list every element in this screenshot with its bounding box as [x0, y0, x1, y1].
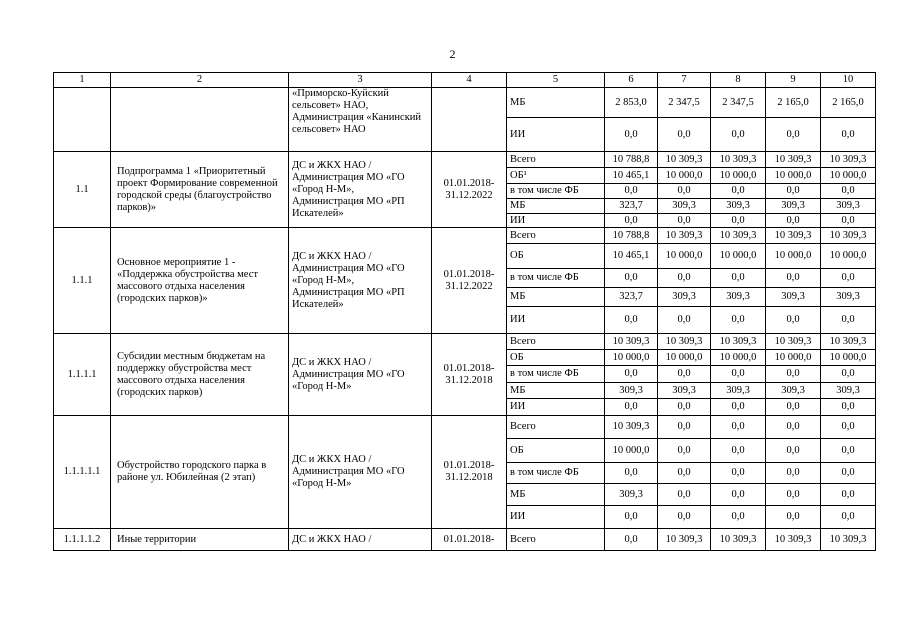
value-cell: 10 309,3	[766, 152, 821, 168]
table-row	[54, 152, 876, 168]
value-cell: 10 000,0	[821, 350, 876, 366]
value-cell: 309,3	[711, 383, 766, 399]
value-cell: 2 165,0	[766, 88, 821, 118]
header-cell: 7	[658, 73, 711, 88]
value-cell: 0,0	[605, 269, 658, 288]
source-label: ИИ	[507, 506, 605, 529]
code-cell	[54, 88, 111, 152]
value-cell: 10 309,3	[821, 334, 876, 350]
page-number: 2	[449, 47, 456, 61]
value-cell: 0,0	[821, 184, 876, 199]
value-cell: 2 347,5	[658, 88, 711, 118]
budget-table	[53, 72, 876, 551]
period-cell: 01.01.2018-31.12.2022	[432, 228, 507, 334]
code-cell: 1.1.1.1.1	[54, 416, 111, 529]
value-cell: 10 000,0	[711, 244, 766, 269]
executor-cell: «Приморско-Куйский сельсовет» НАО, Администрация «Канинский сельсовет» НАО	[289, 88, 432, 152]
value-cell: 10 309,3	[658, 152, 711, 168]
value-cell: 0,0	[658, 269, 711, 288]
header-cell: 5	[507, 73, 605, 88]
value-cell: 0,0	[605, 118, 658, 152]
value-cell: 10 465,1	[605, 244, 658, 269]
value-cell: 309,3	[658, 199, 711, 214]
value-cell: 0,0	[605, 214, 658, 228]
value-cell: 309,3	[821, 383, 876, 399]
value-cell: 10 465,1	[605, 168, 658, 184]
header-cell: 8	[711, 73, 766, 88]
value-cell: 10 309,3	[658, 529, 711, 551]
source-label: в том числе ФБ	[507, 463, 605, 484]
value-cell: 0,0	[711, 484, 766, 506]
value-cell: 10 788,8	[605, 228, 658, 244]
executor-cell: ДС и ЖКХ НАО /	[289, 529, 432, 551]
value-cell: 0,0	[821, 366, 876, 383]
value-cell: 2 165,0	[821, 88, 876, 118]
code-cell: 1.1	[54, 152, 111, 228]
value-cell: 0,0	[605, 399, 658, 416]
executor-cell: ДС и ЖКХ НАО / Администрация МО «ГО «Город Н-М»	[289, 334, 432, 416]
header-cell: 2	[111, 73, 289, 88]
value-cell: 0,0	[605, 184, 658, 199]
executor-cell: ДС и ЖКХ НАО / Администрация МО «ГО «Город Н-М», Администрация МО «РП Искателей»	[289, 228, 432, 334]
value-cell: 323,7	[605, 199, 658, 214]
header-cell: 6	[605, 73, 658, 88]
value-cell: 0,0	[766, 463, 821, 484]
value-cell: 10 000,0	[711, 168, 766, 184]
value-cell: 0,0	[605, 307, 658, 334]
value-cell: 0,0	[766, 366, 821, 383]
value-cell: 309,3	[766, 288, 821, 307]
executor-cell: ДС и ЖКХ НАО / Администрация МО «ГО «Город Н-М», Администрация МО «РП Искателей»	[289, 152, 432, 228]
value-cell: 2 347,5	[711, 88, 766, 118]
value-cell: 0,0	[711, 416, 766, 439]
value-cell: 0,0	[766, 399, 821, 416]
value-cell: 323,7	[605, 288, 658, 307]
value-cell: 10 000,0	[766, 168, 821, 184]
source-label: ОБ	[507, 244, 605, 269]
name-cell: Иные территории	[111, 529, 289, 551]
value-cell: 10 309,3	[766, 228, 821, 244]
value-cell: 0,0	[711, 214, 766, 228]
value-cell: 0,0	[711, 506, 766, 529]
value-cell: 10 309,3	[711, 529, 766, 551]
value-cell: 309,3	[766, 199, 821, 214]
value-cell: 0,0	[711, 439, 766, 463]
value-cell: 10 788,8	[605, 152, 658, 168]
name-cell: Основное мероприятие 1 - «Поддержка обустройства мест массового отдыха населения (городских парков)»	[111, 228, 289, 334]
value-cell: 0,0	[766, 307, 821, 334]
period-cell	[432, 88, 507, 152]
value-cell: 0,0	[658, 118, 711, 152]
code-cell: 1.1.1	[54, 228, 111, 334]
value-cell: 0,0	[766, 214, 821, 228]
source-label: МБ	[507, 199, 605, 214]
value-cell: 10 000,0	[711, 350, 766, 366]
value-cell: 0,0	[711, 118, 766, 152]
value-cell: 10 309,3	[821, 152, 876, 168]
value-cell: 0,0	[658, 484, 711, 506]
value-cell: 0,0	[766, 269, 821, 288]
source-label: Всего	[507, 228, 605, 244]
table-row	[54, 529, 876, 551]
value-cell: 10 309,3	[821, 529, 876, 551]
value-cell: 10 309,3	[711, 228, 766, 244]
code-cell: 1.1.1.1	[54, 334, 111, 416]
period-cell: 01.01.2018-	[432, 529, 507, 551]
name-cell: Субсидии местным бюджетам на поддержку обустройства мест массового отдыха населения (городских парков)	[111, 334, 289, 416]
source-label: Всего	[507, 416, 605, 439]
source-label: ОБ¹	[507, 168, 605, 184]
value-cell: 0,0	[605, 529, 658, 551]
executor-cell: ДС и ЖКХ НАО / Администрация МО «ГО «Город Н-М»	[289, 416, 432, 529]
value-cell: 0,0	[711, 269, 766, 288]
value-cell: 0,0	[658, 307, 711, 334]
value-cell: 0,0	[821, 439, 876, 463]
value-cell: 0,0	[821, 506, 876, 529]
value-cell: 0,0	[658, 416, 711, 439]
value-cell: 10 309,3	[658, 228, 711, 244]
value-cell: 0,0	[711, 366, 766, 383]
value-cell: 10 309,3	[766, 334, 821, 350]
value-cell: 10 000,0	[821, 168, 876, 184]
value-cell: 309,3	[658, 288, 711, 307]
value-cell: 0,0	[821, 269, 876, 288]
value-cell: 10 309,3	[821, 228, 876, 244]
source-label: МБ	[507, 288, 605, 307]
value-cell: 0,0	[658, 399, 711, 416]
header-cell: 4	[432, 73, 507, 88]
table-body	[54, 73, 876, 551]
value-cell: 0,0	[821, 416, 876, 439]
value-cell: 309,3	[766, 383, 821, 399]
header-cell: 1	[54, 73, 111, 88]
value-cell: 0,0	[658, 366, 711, 383]
value-cell: 0,0	[766, 506, 821, 529]
value-cell: 0,0	[658, 463, 711, 484]
value-cell: 10 309,3	[605, 334, 658, 350]
value-cell: 10 309,3	[766, 529, 821, 551]
value-cell: 0,0	[766, 416, 821, 439]
header-cell: 9	[766, 73, 821, 88]
value-cell: 10 000,0	[658, 350, 711, 366]
code-cell: 1.1.1.1.2	[54, 529, 111, 551]
value-cell: 10 000,0	[821, 244, 876, 269]
source-label: ИИ	[507, 399, 605, 416]
source-label: МБ	[507, 383, 605, 399]
value-cell: 309,3	[605, 484, 658, 506]
value-cell: 0,0	[821, 307, 876, 334]
value-cell: 309,3	[711, 199, 766, 214]
table-row	[54, 228, 876, 244]
value-cell: 309,3	[605, 383, 658, 399]
value-cell: 10 000,0	[766, 244, 821, 269]
period-cell: 01.01.2018-31.12.2022	[432, 152, 507, 228]
value-cell: 0,0	[711, 307, 766, 334]
source-label: в том числе ФБ	[507, 184, 605, 199]
table-row	[54, 88, 876, 118]
value-cell: 0,0	[821, 463, 876, 484]
value-cell: 0,0	[766, 439, 821, 463]
header-cell: 3	[289, 73, 432, 88]
name-cell	[111, 88, 289, 152]
source-label: ОБ	[507, 350, 605, 366]
value-cell: 0,0	[766, 184, 821, 199]
table-row	[54, 334, 876, 350]
source-label: МБ	[507, 88, 605, 118]
header-row	[54, 73, 876, 88]
value-cell: 0,0	[766, 118, 821, 152]
value-cell: 0,0	[711, 463, 766, 484]
period-cell: 01.01.2018-31.12.2018	[432, 334, 507, 416]
value-cell: 309,3	[658, 383, 711, 399]
value-cell: 10 000,0	[605, 439, 658, 463]
value-cell: 0,0	[711, 399, 766, 416]
table-row	[54, 416, 876, 439]
value-cell: 0,0	[821, 399, 876, 416]
source-label: ИИ	[507, 118, 605, 152]
source-label: Всего	[507, 334, 605, 350]
value-cell: 0,0	[658, 506, 711, 529]
name-cell: Обустройство городского парка в районе ул. Юбилейная (2 этап)	[111, 416, 289, 529]
value-cell: 10 000,0	[766, 350, 821, 366]
value-cell: 0,0	[711, 184, 766, 199]
value-cell: 10 000,0	[605, 350, 658, 366]
value-cell: 0,0	[821, 484, 876, 506]
value-cell: 2 853,0	[605, 88, 658, 118]
value-cell: 0,0	[605, 463, 658, 484]
value-cell: 0,0	[821, 118, 876, 152]
source-label: Всего	[507, 152, 605, 168]
value-cell: 10 309,3	[658, 334, 711, 350]
value-cell: 0,0	[605, 506, 658, 529]
value-cell: 10 309,3	[605, 416, 658, 439]
value-cell: 10 309,3	[711, 152, 766, 168]
value-cell: 0,0	[658, 214, 711, 228]
source-label: МБ	[507, 484, 605, 506]
source-label: в том числе ФБ	[507, 366, 605, 383]
value-cell: 0,0	[658, 184, 711, 199]
value-cell: 0,0	[821, 214, 876, 228]
name-cell: Подпрограмма 1 «Приоритетный проект Формирование современной городской среды (благоустройство парков)»	[111, 152, 289, 228]
source-label: ОБ	[507, 439, 605, 463]
source-label: Всего	[507, 529, 605, 551]
value-cell: 10 309,3	[711, 334, 766, 350]
value-cell: 0,0	[658, 439, 711, 463]
value-cell: 309,3	[821, 199, 876, 214]
source-label: ИИ	[507, 214, 605, 228]
value-cell: 10 000,0	[658, 244, 711, 269]
value-cell: 309,3	[711, 288, 766, 307]
period-cell: 01.01.2018-31.12.2018	[432, 416, 507, 529]
source-label: в том числе ФБ	[507, 269, 605, 288]
value-cell: 10 000,0	[658, 168, 711, 184]
value-cell: 0,0	[605, 366, 658, 383]
value-cell: 309,3	[821, 288, 876, 307]
source-label: ИИ	[507, 307, 605, 334]
value-cell: 0,0	[766, 484, 821, 506]
header-cell: 10	[821, 73, 876, 88]
